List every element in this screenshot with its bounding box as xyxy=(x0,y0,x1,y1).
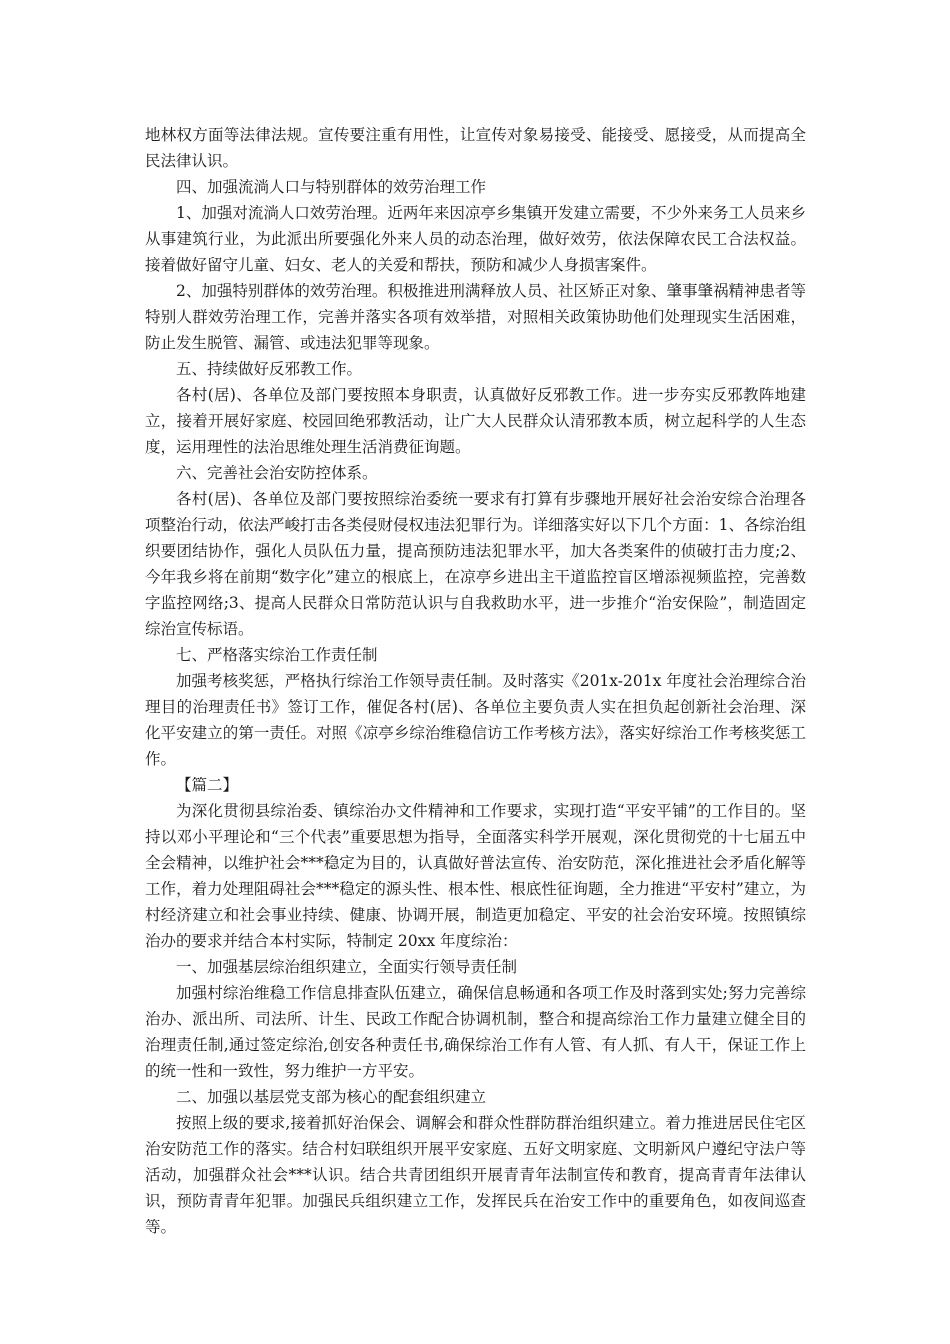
section-heading: 一、加强基层综治组织建立，全面实行领导责任制 xyxy=(176,958,518,976)
section-heading: 四、加强流淌人口与特别群体的效劳治理工作 xyxy=(176,178,487,196)
paragraph: 加强村综治维稳工作信息排查队伍建立，确保信息畅通和各项工作及时落到实处;努力完善综治办、派出所、司法所、计生、民政工作配合协调机制，整合和提高综治工作力量建立健全目的治理责任制,通过签定综治,创安各种责任书,确保综治工作有人管、有人抓、有人干，保证工作上的统一性和一致性，努力维护一方平安。 xyxy=(145,984,806,1080)
paragraph: 加强考核奖惩，严格执行综治工作领导责任制。及时落实《201x-201x 年度社会治理综合治理目的治理责任书》签订工作，催促各村(居)、各单位主要负责人实在担负起创新社会治理、深化平安建立的第一责任。对照《凉亭乡综治维稳信访工作考核方法》，落实好综治工作考核奖惩工作。 xyxy=(145,672,806,768)
section-heading: 七、严格落实综治工作责任制 xyxy=(176,646,378,664)
paragraph: 2、加强特别群体的效劳治理。积极推进刑满释放人员、社区矫正对象、肇事肇祸精神患者等特别人群效劳治理工作，完善并落实各项有效举措，对照相关政策协助他们处理现实生活困难，防止发生脱管、漏管、或违法犯罪等现象。 xyxy=(145,282,806,352)
paragraph: 各村(居)、各单位及部门要按照本身职责，认真做好反邪教工作。进一步夯实反邪教阵地建立，接着开展好家庭、校园回绝邪教活动，让广大人民群众认清邪教本质，树立起科学的人生态度，运用理性的法治思维处理生活消费征询题。 xyxy=(145,386,806,456)
document-body xyxy=(145,122,806,1240)
part-heading: 【篇二】 xyxy=(176,776,239,794)
paragraph: 为深化贯彻县综治委、镇综治办文件精神和工作要求，实现打造“平安平铺”的工作目的。坚持以邓小平理论和“三个代表”重要思想为指导，全面落实科学开展观，深化贯彻党的十七届五中全会精神，以维护社会***稳定为目的，认真做好普法宣传、治安防范，深化推进社会矛盾化解等工作，着力处理阻碍社会***稳定的源头性、根本性、根底性征询题，全力推进“平安村”建立，为村经济建立和社会事业持续、健康、协调开展，制造更加稳定、平安的社会治安环境。按照镇综治办的要求并结合本村实际，特制定 20xx 年度综治： xyxy=(145,802,806,950)
paragraph: 地林权方面等法律法规。宣传要注重有用性，让宣传对象易接受、能接受、愿接受，从而提高全民法律认识。 xyxy=(145,126,806,170)
paragraph: 1、加强对流淌人口效劳治理。近两年来因凉亭乡集镇开发建立需要，不少外来务工人员来乡从事建筑行业，为此派出所要强化外来人员的动态治理，做好效劳，依法保障农民工合法权益。接着做好留守儿童、妇女、老人的关爱和帮扶，预防和减少人身损害案件。 xyxy=(145,204,806,274)
paragraph: 各村(居)、各单位及部门要按照综治委统一要求有打算有步骤地开展好社会治安综合治理各项整治行动，依法严峻打击各类侵财侵权违法犯罪行为。详细落实好以下几个方面：1、各综治组织要团结协作，强化人员队伍力量，提高预防违法犯罪水平，加大各类案件的侦破打击力度;2、今年我乡将在前期“数字化”建立的根底上，在凉亭乡进出主干道监控盲区增添视频监控，完善数字监控网络;3、提高人民群众日常防范认识与自我救助水平，进一步推介“治安保险”，制造固定综治宣传标语。 xyxy=(145,490,806,638)
section-heading: 五、持续做好反邪教工作。 xyxy=(176,360,363,378)
section-heading: 二、加强以基层党支部为核心的配套组织建立 xyxy=(176,1088,487,1106)
section-heading: 六、完善社会治安防控体系。 xyxy=(176,464,378,482)
paragraph: 按照上级的要求,接着抓好治保会、调解会和群众性群防群治组织建立。着力推进居民住宅区治安防范工作的落实。结合村妇联组织开展平安家庭、五好文明家庭、文明新风户遵纪守法户等活动，加强群众社会***认识。结合共青团组织开展青青年法制宣传和教育，提高青青年法律认识，预防青青年犯罪。加强民兵组织建立工作，发挥民兵在治安工作中的重要角色，如夜间巡查等。 xyxy=(145,1114,806,1236)
